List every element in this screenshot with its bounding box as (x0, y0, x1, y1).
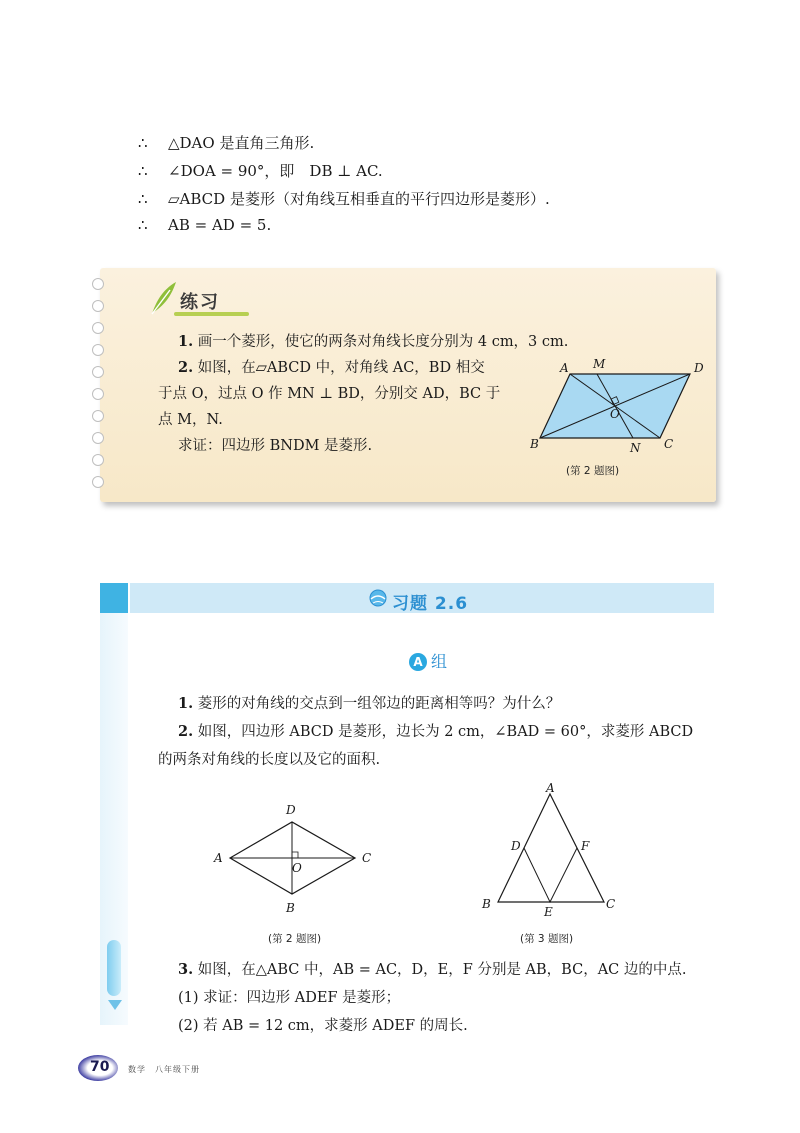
q-number: 2. (178, 723, 194, 740)
therefore-symbol: ∴ (138, 134, 148, 152)
practice-q2-line1 (178, 356, 485, 377)
proof-line-2 (138, 160, 383, 181)
label-d: D (511, 839, 521, 853)
binder-ring-icon (92, 410, 104, 422)
exercise-header-separator (128, 583, 130, 613)
label-c: C (664, 437, 674, 451)
proof-line-2-text: ∠DOA = 90°，即 DB ⊥ AC. (168, 162, 383, 180)
globe-icon (368, 588, 388, 608)
practice-q1-text: 画一个菱形，使它的两条对角线长度分别为 4 cm，3 cm. (197, 334, 569, 350)
fig3-caption: (第 3 题图) (520, 933, 574, 945)
exercise-q3-text-1: 如图，在△ABC 中，AB = AC，D，E，F 分别是 AB，BC，AC 边的中点. (197, 962, 687, 978)
label-f: F (581, 839, 590, 853)
label-a: A (560, 361, 569, 375)
therefore-symbol: ∴ (138, 162, 148, 180)
q-number: 1. (178, 695, 194, 712)
exercise-q2-line2: 的两条对角线的长度以及它的面积. (158, 752, 381, 768)
exercise-q2-text-1: 如图，四边形 ABCD 是菱形，边长为 2 cm，∠BAD = 60°，求菱形 ABCD (197, 724, 694, 740)
binder-ring-icon (92, 344, 104, 356)
parallelogram-figure (530, 356, 710, 456)
practice-q2-line4: 求证：四边形 BNDM 是菱形. (178, 438, 373, 454)
label-a: A (214, 851, 223, 865)
binder-ring-icon (92, 322, 104, 334)
binder-ring-icon (92, 454, 104, 466)
q-number: 3. (178, 961, 194, 978)
label-b: B (286, 901, 295, 915)
label-d: D (286, 803, 296, 817)
label-m: M (593, 357, 606, 371)
binder-ring-icon (92, 388, 104, 400)
exercise-q3-line2: (1) 求证：四边形 ADEF 是菱形； (178, 990, 401, 1006)
q-number: 2. (178, 359, 194, 376)
label-b: B (482, 897, 491, 911)
label-n: N (630, 441, 641, 455)
binder-ring-icon (92, 278, 104, 290)
practice-figure-caption: (第 2 题图) (566, 465, 620, 477)
exercise-q1 (178, 692, 560, 713)
label-e: E (544, 905, 553, 919)
practice-q1 (178, 330, 568, 351)
midline-segments (524, 848, 577, 902)
practice-q2-line2: 于点 O，过点 O 作 MN ⊥ BD，分别交 AD，BC 于 (158, 386, 501, 402)
label-a: A (546, 781, 555, 795)
label-c: C (606, 897, 616, 911)
book-title: 数学 八年级下册 (128, 1065, 200, 1074)
triangle-figure (478, 780, 623, 920)
practice-q2-line3: 点 M，N. (158, 412, 223, 428)
exercise-q3-line3: (2) 若 AB = 12 cm，求菱形 ADEF 的周长. (178, 1018, 468, 1034)
right-angle-mark (292, 852, 298, 858)
binder-ring-icon (92, 366, 104, 378)
proof-line-3 (138, 188, 550, 209)
page-number: 70 (90, 1059, 110, 1075)
label-o: O (610, 407, 620, 421)
binder-ring-icon (92, 476, 104, 488)
binder-ring-icon (92, 300, 104, 312)
group-badge: A (409, 653, 427, 671)
exercise-title: 习题 2.6 (392, 594, 469, 614)
practice-title: 练习 (180, 292, 220, 313)
proof-line-4 (138, 216, 271, 234)
group-heading (409, 649, 447, 672)
proof-line-4-text: AB = AD = 5. (168, 216, 272, 234)
scroll-down-arrow-icon[interactable] (108, 1000, 122, 1010)
therefore-symbol: ∴ (138, 216, 148, 234)
practice-box (100, 268, 716, 502)
exercise-q2-line1 (178, 720, 693, 741)
proof-line-3-text: ▱ABCD 是菱形（对角线互相垂直的平行四边形是菱形）. (168, 190, 550, 208)
feather-icon (148, 280, 178, 316)
label-d: D (694, 361, 704, 375)
exercise-q3-line1 (178, 958, 686, 979)
group-label: 组 (431, 652, 448, 671)
fig2-caption: (第 2 题图) (268, 933, 322, 945)
label-b: B (530, 437, 539, 451)
exercise-header-tab (100, 583, 128, 613)
label-c: C (362, 851, 372, 865)
scroll-thumb[interactable] (107, 940, 121, 996)
proof-line-1-text: △DAO 是直角三角形. (168, 134, 315, 152)
proof-line-1 (138, 132, 314, 153)
therefore-symbol: ∴ (138, 190, 148, 208)
exercise-q1-text: 菱形的对角线的交点到一组邻边的距离相等吗？为什么？ (197, 696, 561, 712)
binder-ring-icon (92, 432, 104, 444)
q-number: 1. (178, 333, 194, 350)
label-o: O (292, 861, 302, 875)
practice-q2-text-1: 如图，在▱ABCD 中，对角线 AC，BD 相交 (197, 360, 485, 376)
rhombus-figure (210, 800, 385, 920)
